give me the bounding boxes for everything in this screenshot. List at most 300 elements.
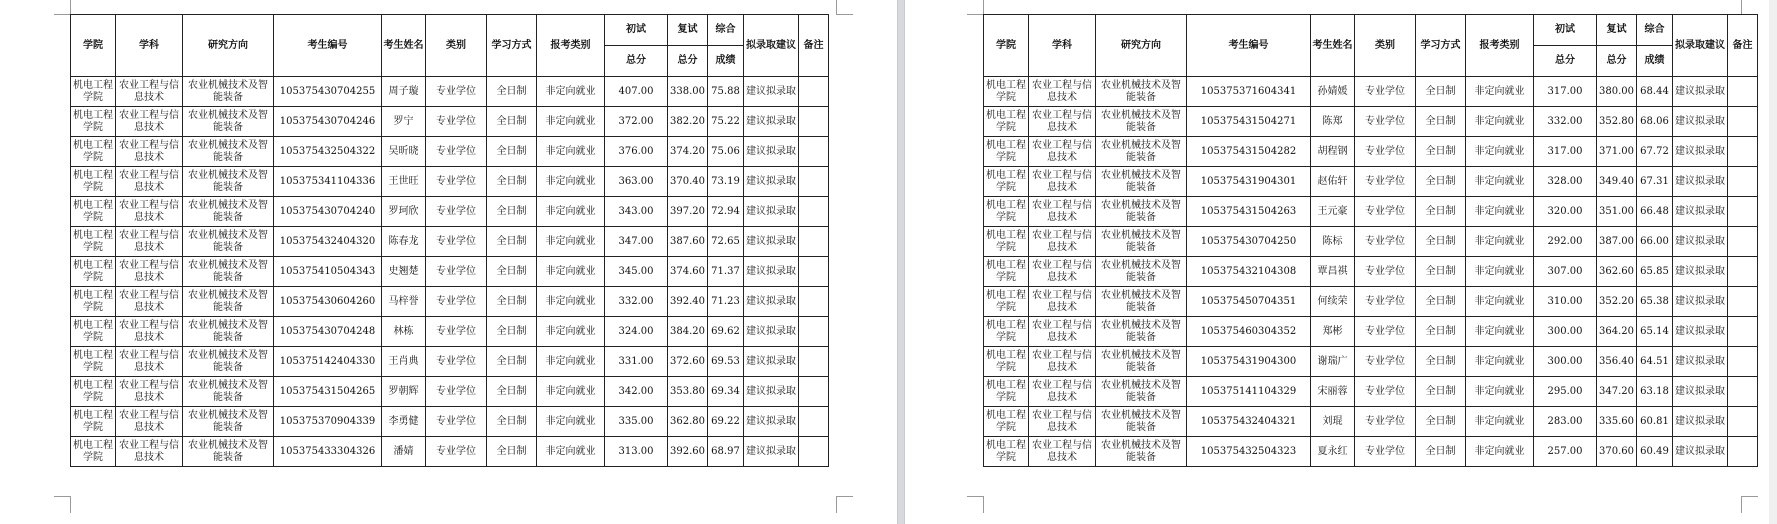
header-study-mode: 学习方式 bbox=[487, 15, 537, 77]
cell-exam-no: 105375432504323 bbox=[1187, 437, 1311, 467]
cell-proposal: 建议拟录取 bbox=[744, 287, 799, 317]
cell-prelim-score: 283.00 bbox=[1534, 407, 1597, 437]
cell-apply-type: 非定向就业 bbox=[1466, 197, 1534, 227]
cell-composite-score: 60.49 bbox=[1637, 437, 1673, 467]
cell-remarks bbox=[1728, 107, 1758, 137]
cell-composite-score: 63.18 bbox=[1637, 377, 1673, 407]
cell-apply-type: 非定向就业 bbox=[537, 197, 605, 227]
cell-retest-score: 374.60 bbox=[668, 257, 708, 287]
cell-study-mode: 全日制 bbox=[487, 197, 537, 227]
cell-college: 机电工程学院 bbox=[71, 347, 116, 377]
table-row bbox=[71, 317, 829, 347]
cell-name: 宋丽蓉 bbox=[1311, 377, 1355, 407]
cell-subject: 农业工程与信息技术 bbox=[1029, 107, 1096, 137]
cell-prelim-score: 331.00 bbox=[605, 347, 668, 377]
cell-apply-type: 非定向就业 bbox=[1466, 287, 1534, 317]
cell-subject: 农业工程与信息技术 bbox=[1029, 287, 1096, 317]
cell-category: 专业学位 bbox=[426, 377, 487, 407]
crop-mark bbox=[836, 0, 853, 15]
cell-apply-type: 非定向就业 bbox=[537, 137, 605, 167]
cell-exam-no: 105375371604341 bbox=[1187, 77, 1311, 107]
cell-category: 专业学位 bbox=[426, 227, 487, 257]
cell-remarks bbox=[799, 317, 829, 347]
header-direction: 研究方向 bbox=[183, 15, 274, 77]
cell-retest-score: 387.00 bbox=[1597, 227, 1637, 257]
header-proposal: 拟录取建议 bbox=[744, 15, 799, 77]
cell-direction: 农业机械技术及智能装备 bbox=[183, 197, 274, 227]
cell-retest-score: 397.20 bbox=[668, 197, 708, 227]
page-divider bbox=[897, 0, 905, 524]
cell-composite-score: 65.85 bbox=[1637, 257, 1673, 287]
cell-direction: 农业机械技术及智能装备 bbox=[1096, 227, 1187, 257]
cell-category: 专业学位 bbox=[426, 257, 487, 287]
cell-category: 专业学位 bbox=[1355, 257, 1416, 287]
cell-remarks bbox=[1728, 227, 1758, 257]
table-row bbox=[71, 227, 829, 257]
cell-direction: 农业机械技术及智能装备 bbox=[183, 77, 274, 107]
cell-exam-no: 105375450704351 bbox=[1187, 287, 1311, 317]
crop-mark bbox=[1741, 496, 1758, 513]
cell-apply-type: 非定向就业 bbox=[537, 437, 605, 467]
cell-composite-score: 69.22 bbox=[708, 407, 744, 437]
cell-direction: 农业机械技术及智能装备 bbox=[183, 347, 274, 377]
cell-exam-no: 105375433304326 bbox=[274, 437, 382, 467]
cell-retest-score: 353.80 bbox=[668, 377, 708, 407]
cell-name: 陈标 bbox=[1311, 227, 1355, 257]
cell-prelim-score: 332.00 bbox=[605, 287, 668, 317]
cell-category: 专业学位 bbox=[1355, 407, 1416, 437]
cell-college: 机电工程学院 bbox=[71, 227, 116, 257]
cell-exam-no: 105375430704246 bbox=[274, 107, 382, 137]
header-retest-total: 总分 bbox=[668, 46, 708, 77]
cell-college: 机电工程学院 bbox=[984, 227, 1029, 257]
cell-name: 马梓誉 bbox=[382, 287, 426, 317]
cell-subject: 农业工程与信息技术 bbox=[116, 287, 183, 317]
cell-prelim-score: 363.00 bbox=[605, 167, 668, 197]
cell-composite-score: 60.81 bbox=[1637, 407, 1673, 437]
table-row bbox=[71, 137, 829, 167]
cell-apply-type: 非定向就业 bbox=[537, 377, 605, 407]
table-row bbox=[71, 257, 829, 287]
cell-subject: 农业工程与信息技术 bbox=[1029, 227, 1096, 257]
cell-apply-type: 非定向就业 bbox=[1466, 347, 1534, 377]
header-category: 类别 bbox=[426, 15, 487, 77]
cell-proposal: 建议拟录取 bbox=[1673, 257, 1728, 287]
cell-category: 专业学位 bbox=[426, 137, 487, 167]
cell-name: 胡程钢 bbox=[1311, 137, 1355, 167]
cell-study-mode: 全日制 bbox=[1416, 407, 1466, 437]
cell-composite-score: 68.06 bbox=[1637, 107, 1673, 137]
cell-name: 陈郑 bbox=[1311, 107, 1355, 137]
cell-college: 机电工程学院 bbox=[984, 107, 1029, 137]
cell-exam-no: 105375431904301 bbox=[1187, 167, 1311, 197]
cell-name: 孙婧媛 bbox=[1311, 77, 1355, 107]
cell-composite-score: 66.48 bbox=[1637, 197, 1673, 227]
cell-direction: 农业机械技术及智能装备 bbox=[1096, 107, 1187, 137]
cell-proposal: 建议拟录取 bbox=[744, 257, 799, 287]
cell-subject: 农业工程与信息技术 bbox=[116, 257, 183, 287]
cell-college: 机电工程学院 bbox=[984, 347, 1029, 377]
cell-study-mode: 全日制 bbox=[487, 107, 537, 137]
cell-prelim-score: 372.00 bbox=[605, 107, 668, 137]
cell-prelim-score: 317.00 bbox=[1534, 137, 1597, 167]
cell-retest-score: 387.60 bbox=[668, 227, 708, 257]
cell-proposal: 建议拟录取 bbox=[744, 137, 799, 167]
header-proposal: 拟录取建议 bbox=[1673, 15, 1728, 77]
cell-prelim-score: 310.00 bbox=[1534, 287, 1597, 317]
table-row bbox=[71, 437, 829, 467]
cell-retest-score: 362.80 bbox=[668, 407, 708, 437]
cell-retest-score: 370.40 bbox=[668, 167, 708, 197]
cell-exam-no: 105375430704255 bbox=[274, 77, 382, 107]
cell-composite-score: 69.34 bbox=[708, 377, 744, 407]
cell-proposal: 建议拟录取 bbox=[744, 167, 799, 197]
cell-composite-score: 69.53 bbox=[708, 347, 744, 377]
cell-study-mode: 全日制 bbox=[1416, 227, 1466, 257]
cell-subject: 农业工程与信息技术 bbox=[116, 317, 183, 347]
cell-name: 夏永红 bbox=[1311, 437, 1355, 467]
cell-college: 机电工程学院 bbox=[984, 167, 1029, 197]
cell-category: 专业学位 bbox=[1355, 167, 1416, 197]
cell-composite-score: 68.44 bbox=[1637, 77, 1673, 107]
cell-name: 王世旺 bbox=[382, 167, 426, 197]
header-row bbox=[984, 15, 1758, 46]
cell-direction: 农业机械技术及智能装备 bbox=[1096, 77, 1187, 107]
cell-remarks bbox=[1728, 257, 1758, 287]
cell-direction: 农业机械技术及智能装备 bbox=[183, 227, 274, 257]
cell-remarks bbox=[799, 437, 829, 467]
cell-category: 专业学位 bbox=[426, 197, 487, 227]
cell-college: 机电工程学院 bbox=[984, 317, 1029, 347]
admission-table-right bbox=[983, 14, 1758, 467]
cell-direction: 农业机械技术及智能装备 bbox=[1096, 137, 1187, 167]
cell-category: 专业学位 bbox=[1355, 197, 1416, 227]
table-row bbox=[984, 107, 1758, 137]
cell-subject: 农业工程与信息技术 bbox=[116, 347, 183, 377]
cell-apply-type: 非定向就业 bbox=[537, 317, 605, 347]
cell-study-mode: 全日制 bbox=[1416, 287, 1466, 317]
cell-exam-no: 105375341104336 bbox=[274, 167, 382, 197]
cell-remarks bbox=[799, 137, 829, 167]
cell-category: 专业学位 bbox=[426, 347, 487, 377]
cell-remarks bbox=[799, 227, 829, 257]
cell-retest-score: 372.60 bbox=[668, 347, 708, 377]
cell-exam-no: 105375430704240 bbox=[274, 197, 382, 227]
cell-college: 机电工程学院 bbox=[984, 287, 1029, 317]
cell-college: 机电工程学院 bbox=[984, 77, 1029, 107]
cell-study-mode: 全日制 bbox=[1416, 167, 1466, 197]
cell-remarks bbox=[799, 167, 829, 197]
cell-remarks bbox=[799, 107, 829, 137]
cell-college: 机电工程学院 bbox=[71, 107, 116, 137]
table-row bbox=[984, 347, 1758, 377]
cell-proposal: 建议拟录取 bbox=[1673, 407, 1728, 437]
cell-direction: 农业机械技术及智能装备 bbox=[1096, 347, 1187, 377]
crop-mark bbox=[1741, 0, 1758, 15]
cell-college: 机电工程学院 bbox=[71, 77, 116, 107]
cell-college: 机电工程学院 bbox=[71, 167, 116, 197]
cell-study-mode: 全日制 bbox=[1416, 317, 1466, 347]
cell-proposal: 建议拟录取 bbox=[744, 437, 799, 467]
cell-composite-score: 72.65 bbox=[708, 227, 744, 257]
cell-study-mode: 全日制 bbox=[1416, 107, 1466, 137]
cell-prelim-score: 347.00 bbox=[605, 227, 668, 257]
cell-college: 机电工程学院 bbox=[71, 197, 116, 227]
cell-exam-no: 105375430704248 bbox=[274, 317, 382, 347]
cell-category: 专业学位 bbox=[426, 107, 487, 137]
cell-prelim-score: 300.00 bbox=[1534, 347, 1597, 377]
cell-composite-score: 73.19 bbox=[708, 167, 744, 197]
cell-subject: 农业工程与信息技术 bbox=[1029, 137, 1096, 167]
cell-composite-score: 69.62 bbox=[708, 317, 744, 347]
table-row bbox=[984, 137, 1758, 167]
cell-apply-type: 非定向就业 bbox=[1466, 77, 1534, 107]
cell-college: 机电工程学院 bbox=[984, 407, 1029, 437]
cell-retest-score: 380.00 bbox=[1597, 77, 1637, 107]
cell-retest-score: 349.40 bbox=[1597, 167, 1637, 197]
cell-proposal: 建议拟录取 bbox=[744, 377, 799, 407]
cell-remarks bbox=[1728, 407, 1758, 437]
cell-subject: 农业工程与信息技术 bbox=[116, 377, 183, 407]
cell-apply-type: 非定向就业 bbox=[1466, 227, 1534, 257]
cell-retest-score: 392.60 bbox=[668, 437, 708, 467]
cell-composite-score: 67.72 bbox=[1637, 137, 1673, 167]
cell-prelim-score: 320.00 bbox=[1534, 197, 1597, 227]
table-row bbox=[71, 197, 829, 227]
cell-subject: 农业工程与信息技术 bbox=[116, 77, 183, 107]
cell-name: 李勇健 bbox=[382, 407, 426, 437]
cell-remarks bbox=[1728, 287, 1758, 317]
header-composite: 综合 bbox=[1637, 15, 1673, 46]
cell-retest-score: 371.00 bbox=[1597, 137, 1637, 167]
header-subject: 学科 bbox=[116, 15, 183, 77]
table-row bbox=[71, 167, 829, 197]
cell-prelim-score: 295.00 bbox=[1534, 377, 1597, 407]
cell-direction: 农业机械技术及智能装备 bbox=[183, 167, 274, 197]
cell-prelim-score: 324.00 bbox=[605, 317, 668, 347]
cell-prelim-score: 342.00 bbox=[605, 377, 668, 407]
cell-proposal: 建议拟录取 bbox=[1673, 197, 1728, 227]
cell-exam-no: 105375432404320 bbox=[274, 227, 382, 257]
cell-apply-type: 非定向就业 bbox=[1466, 107, 1534, 137]
header-retest: 复试 bbox=[668, 15, 708, 46]
table-row bbox=[984, 377, 1758, 407]
header-name: 考生姓名 bbox=[1311, 15, 1355, 77]
cell-study-mode: 全日制 bbox=[487, 407, 537, 437]
cell-name: 罗朝辉 bbox=[382, 377, 426, 407]
cell-study-mode: 全日制 bbox=[1416, 77, 1466, 107]
cell-remarks bbox=[1728, 77, 1758, 107]
cell-subject: 农业工程与信息技术 bbox=[116, 437, 183, 467]
cell-composite-score: 75.06 bbox=[708, 137, 744, 167]
header-college: 学院 bbox=[984, 15, 1029, 77]
cell-apply-type: 非定向就业 bbox=[537, 107, 605, 137]
header-retest: 复试 bbox=[1597, 15, 1637, 46]
cell-prelim-score: 407.00 bbox=[605, 77, 668, 107]
cell-composite-score: 65.14 bbox=[1637, 317, 1673, 347]
cell-subject: 农业工程与信息技术 bbox=[116, 167, 183, 197]
cell-proposal: 建议拟录取 bbox=[744, 407, 799, 437]
header-college: 学院 bbox=[71, 15, 116, 77]
cell-subject: 农业工程与信息技术 bbox=[1029, 347, 1096, 377]
cell-college: 机电工程学院 bbox=[71, 317, 116, 347]
cell-composite-score: 72.94 bbox=[708, 197, 744, 227]
cell-proposal: 建议拟录取 bbox=[1673, 107, 1728, 137]
header-row bbox=[71, 15, 829, 46]
crop-mark bbox=[836, 496, 853, 513]
header-direction: 研究方向 bbox=[1096, 15, 1187, 77]
cell-remarks bbox=[799, 257, 829, 287]
cell-category: 专业学位 bbox=[426, 407, 487, 437]
cell-remarks bbox=[799, 347, 829, 377]
cell-remarks bbox=[799, 407, 829, 437]
cell-name: 郑彬 bbox=[1311, 317, 1355, 347]
cell-study-mode: 全日制 bbox=[1416, 437, 1466, 467]
header-apply-type: 报考类别 bbox=[1466, 15, 1534, 77]
cell-exam-no: 105375430704250 bbox=[1187, 227, 1311, 257]
cell-remarks bbox=[1728, 377, 1758, 407]
cell-direction: 农业机械技术及智能装备 bbox=[183, 257, 274, 287]
header-prelim: 初试 bbox=[605, 15, 668, 46]
cell-composite-score: 65.38 bbox=[1637, 287, 1673, 317]
cell-name: 谢瑞广 bbox=[1311, 347, 1355, 377]
table-row bbox=[984, 407, 1758, 437]
cell-name: 罗珂欣 bbox=[382, 197, 426, 227]
table-row bbox=[984, 317, 1758, 347]
cell-direction: 农业机械技术及智能装备 bbox=[1096, 287, 1187, 317]
cell-name: 周子璇 bbox=[382, 77, 426, 107]
cell-category: 专业学位 bbox=[426, 77, 487, 107]
table-row bbox=[71, 77, 829, 107]
cell-college: 机电工程学院 bbox=[984, 197, 1029, 227]
cell-college: 机电工程学院 bbox=[71, 407, 116, 437]
cell-prelim-score: 332.00 bbox=[1534, 107, 1597, 137]
cell-retest-score: 347.20 bbox=[1597, 377, 1637, 407]
cell-remarks bbox=[799, 287, 829, 317]
cell-apply-type: 非定向就业 bbox=[537, 287, 605, 317]
cell-study-mode: 全日制 bbox=[1416, 197, 1466, 227]
cell-apply-type: 非定向就业 bbox=[1466, 137, 1534, 167]
cell-study-mode: 全日制 bbox=[487, 257, 537, 287]
header-exam-no: 考生编号 bbox=[1187, 15, 1311, 77]
cell-prelim-score: 307.00 bbox=[1534, 257, 1597, 287]
cell-category: 专业学位 bbox=[1355, 107, 1416, 137]
cell-subject: 农业工程与信息技术 bbox=[1029, 437, 1096, 467]
scrollbar[interactable] bbox=[1769, 0, 1777, 524]
cell-subject: 农业工程与信息技术 bbox=[1029, 317, 1096, 347]
cell-remarks bbox=[799, 197, 829, 227]
cell-composite-score: 75.88 bbox=[708, 77, 744, 107]
cell-apply-type: 非定向就业 bbox=[1466, 377, 1534, 407]
cell-study-mode: 全日制 bbox=[1416, 137, 1466, 167]
cell-prelim-score: 328.00 bbox=[1534, 167, 1597, 197]
cell-remarks bbox=[1728, 137, 1758, 167]
table-row bbox=[71, 107, 829, 137]
cell-subject: 农业工程与信息技术 bbox=[116, 107, 183, 137]
cell-apply-type: 非定向就业 bbox=[537, 227, 605, 257]
header-prelim-total: 总分 bbox=[605, 46, 668, 77]
cell-category: 专业学位 bbox=[1355, 77, 1416, 107]
crop-mark bbox=[54, 0, 71, 15]
cell-composite-score: 68.97 bbox=[708, 437, 744, 467]
cell-prelim-score: 257.00 bbox=[1534, 437, 1597, 467]
cell-apply-type: 非定向就业 bbox=[1466, 167, 1534, 197]
cell-exam-no: 105375432404321 bbox=[1187, 407, 1311, 437]
cell-proposal: 建议拟录取 bbox=[1673, 137, 1728, 167]
table-row bbox=[984, 197, 1758, 227]
cell-remarks bbox=[1728, 167, 1758, 197]
cell-study-mode: 全日制 bbox=[487, 287, 537, 317]
header-prelim: 初试 bbox=[1534, 15, 1597, 46]
cell-category: 专业学位 bbox=[1355, 287, 1416, 317]
cell-direction: 农业机械技术及智能装备 bbox=[1096, 317, 1187, 347]
cell-proposal: 建议拟录取 bbox=[744, 77, 799, 107]
cell-direction: 农业机械技术及智能装备 bbox=[183, 407, 274, 437]
cell-proposal: 建议拟录取 bbox=[1673, 167, 1728, 197]
cell-remarks bbox=[1728, 197, 1758, 227]
cell-composite-score: 75.22 bbox=[708, 107, 744, 137]
cell-name: 赵佑轩 bbox=[1311, 167, 1355, 197]
header-composite: 综合 bbox=[708, 15, 744, 46]
cell-composite-score: 71.23 bbox=[708, 287, 744, 317]
table-row bbox=[984, 287, 1758, 317]
cell-subject: 农业工程与信息技术 bbox=[1029, 77, 1096, 107]
cell-direction: 农业机械技术及智能装备 bbox=[1096, 407, 1187, 437]
cell-prelim-score: 343.00 bbox=[605, 197, 668, 227]
cell-remarks bbox=[1728, 317, 1758, 347]
cell-exam-no: 105375460304352 bbox=[1187, 317, 1311, 347]
cell-study-mode: 全日制 bbox=[487, 77, 537, 107]
cell-college: 机电工程学院 bbox=[984, 377, 1029, 407]
cell-name: 王元豪 bbox=[1311, 197, 1355, 227]
cell-college: 机电工程学院 bbox=[71, 257, 116, 287]
cell-study-mode: 全日制 bbox=[487, 227, 537, 257]
cell-direction: 农业机械技术及智能装备 bbox=[1096, 197, 1187, 227]
header-subject: 学科 bbox=[1029, 15, 1096, 77]
document-page-right bbox=[905, 0, 1777, 524]
cell-direction: 农业机械技术及智能装备 bbox=[183, 287, 274, 317]
cell-name: 陈春龙 bbox=[382, 227, 426, 257]
cell-prelim-score: 300.00 bbox=[1534, 317, 1597, 347]
cell-name: 刘琨 bbox=[1311, 407, 1355, 437]
cell-college: 机电工程学院 bbox=[71, 287, 116, 317]
cell-remarks bbox=[1728, 347, 1758, 377]
cell-subject: 农业工程与信息技术 bbox=[1029, 197, 1096, 227]
cell-composite-score: 67.31 bbox=[1637, 167, 1673, 197]
cell-category: 专业学位 bbox=[426, 317, 487, 347]
cell-direction: 农业机械技术及智能装备 bbox=[183, 107, 274, 137]
cell-remarks bbox=[799, 77, 829, 107]
cell-prelim-score: 317.00 bbox=[1534, 77, 1597, 107]
cell-exam-no: 105375141104329 bbox=[1187, 377, 1311, 407]
cell-proposal: 建议拟录取 bbox=[1673, 287, 1728, 317]
cell-subject: 农业工程与信息技术 bbox=[1029, 377, 1096, 407]
cell-exam-no: 105375410504343 bbox=[274, 257, 382, 287]
cell-college: 机电工程学院 bbox=[71, 377, 116, 407]
cell-retest-score: 352.80 bbox=[1597, 107, 1637, 137]
table-row bbox=[984, 437, 1758, 467]
cell-composite-score: 71.37 bbox=[708, 257, 744, 287]
cell-retest-score: 382.20 bbox=[668, 107, 708, 137]
cell-proposal: 建议拟录取 bbox=[1673, 347, 1728, 377]
cell-category: 专业学位 bbox=[426, 167, 487, 197]
cell-prelim-score: 345.00 bbox=[605, 257, 668, 287]
table-row bbox=[71, 287, 829, 317]
cell-retest-score: 370.60 bbox=[1597, 437, 1637, 467]
cell-retest-score: 384.20 bbox=[668, 317, 708, 347]
cell-proposal: 建议拟录取 bbox=[1673, 377, 1728, 407]
cell-apply-type: 非定向就业 bbox=[537, 347, 605, 377]
